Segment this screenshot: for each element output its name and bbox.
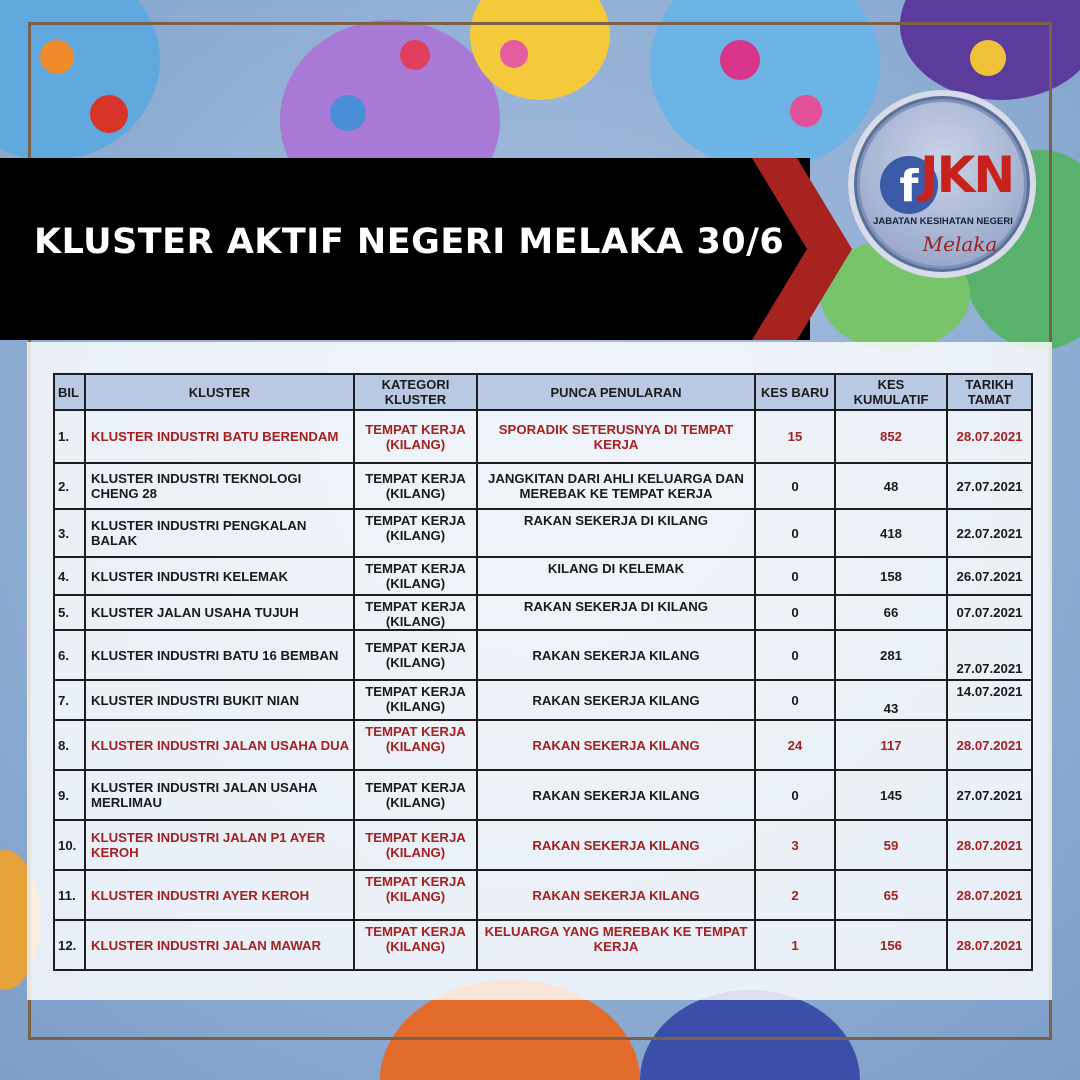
row-punca: RAKAN SEKERJA KILANG — [477, 770, 755, 820]
row-tarikh-tamat: 07.07.2021 — [947, 595, 1032, 630]
row-tarikh-tamat: 26.07.2021 — [947, 557, 1032, 595]
row-punca: KILANG DI KELEMAK — [477, 557, 755, 595]
row-punca: RAKAN SEKERJA KILANG — [477, 720, 755, 770]
table-row — [54, 463, 1032, 509]
table-row — [54, 509, 1032, 557]
row-tarikh-tamat: 28.07.2021 — [947, 870, 1032, 920]
row-kluster: KLUSTER JALAN USAHA TUJUH — [85, 595, 354, 630]
row-kes-kumulatif: 43 — [835, 680, 947, 720]
header-tarikh-tamat: TARIKH TAMAT — [947, 374, 1032, 410]
row-kes-baru: 0 — [755, 770, 835, 820]
row-punca: SPORADIK SETERUSNYA DI TEMPAT KERJA — [477, 410, 755, 463]
row-bil: 5. — [54, 595, 85, 630]
row-kategori: TEMPAT KERJA (KILANG) — [354, 720, 477, 770]
row-kluster: KLUSTER INDUSTRI BATU BERENDAM — [85, 410, 354, 463]
row-kes-kumulatif: 852 — [835, 410, 947, 463]
table-row — [54, 680, 1032, 720]
row-tarikh-tamat: 27.07.2021 — [947, 630, 1032, 680]
row-kluster: KLUSTER INDUSTRI BATU 16 BEMBAN — [85, 630, 354, 680]
table-row — [54, 720, 1032, 770]
table-row — [54, 630, 1032, 680]
row-kes-kumulatif: 117 — [835, 720, 947, 770]
row-kes-baru: 24 — [755, 720, 835, 770]
row-kategori: TEMPAT KERJA (KILANG) — [354, 630, 477, 680]
row-kategori: TEMPAT KERJA (KILANG) — [354, 509, 477, 557]
row-kategori: TEMPAT KERJA (KILANG) — [354, 557, 477, 595]
row-kes-kumulatif: 281 — [835, 630, 947, 680]
row-bil: 2. — [54, 463, 85, 509]
table-row — [54, 410, 1032, 463]
row-bil: 8. — [54, 720, 85, 770]
row-bil: 1. — [54, 410, 85, 463]
row-kluster: KLUSTER INDUSTRI JALAN P1 AYER KEROH — [85, 820, 354, 870]
row-punca: RAKAN SEKERJA KILANG — [477, 820, 755, 870]
row-kategori: TEMPAT KERJA (KILANG) — [354, 410, 477, 463]
logo-abbr: JKN — [920, 146, 1014, 204]
row-tarikh-tamat: 28.07.2021 — [947, 720, 1032, 770]
row-tarikh-tamat: 28.07.2021 — [947, 820, 1032, 870]
jkn-melaka-logo — [848, 90, 1036, 278]
header-kes-baru: KES BARU — [755, 374, 835, 410]
row-kes-baru: 0 — [755, 595, 835, 630]
row-bil: 7. — [54, 680, 85, 720]
row-kes-kumulatif: 65 — [835, 870, 947, 920]
row-bil: 9. — [54, 770, 85, 820]
table-row — [54, 557, 1032, 595]
row-kes-kumulatif: 48 — [835, 463, 947, 509]
row-bil: 4. — [54, 557, 85, 595]
row-punca: RAKAN SEKERJA KILANG — [477, 630, 755, 680]
row-punca: RAKAN SEKERJA DI KILANG — [477, 509, 755, 557]
table-row — [54, 820, 1032, 870]
row-kategori: TEMPAT KERJA (KILANG) — [354, 870, 477, 920]
row-kategori: TEMPAT KERJA (KILANG) — [354, 920, 477, 970]
row-tarikh-tamat: 27.07.2021 — [947, 770, 1032, 820]
row-kategori: TEMPAT KERJA (KILANG) — [354, 595, 477, 630]
page-title: KLUSTER AKTIF NEGERI MELAKA 30/6 — [34, 222, 785, 262]
row-kluster: KLUSTER INDUSTRI AYER KEROH — [85, 870, 354, 920]
logo-full-name: JABATAN KESIHATAN NEGERI — [873, 216, 1013, 227]
header-kategori: KATEGORI KLUSTER — [354, 374, 477, 410]
row-kluster: KLUSTER INDUSTRI TEKNOLOGI CHENG 28 — [85, 463, 354, 509]
row-kes-baru: 0 — [755, 630, 835, 680]
cluster-table — [53, 373, 1033, 971]
table-row — [54, 770, 1032, 820]
row-kes-baru: 0 — [755, 509, 835, 557]
row-bil: 12. — [54, 920, 85, 970]
row-kluster: KLUSTER INDUSTRI JALAN USAHA DUA — [85, 720, 354, 770]
row-bil: 6. — [54, 630, 85, 680]
row-kes-baru: 0 — [755, 557, 835, 595]
row-kes-baru: 0 — [755, 463, 835, 509]
row-kes-kumulatif: 158 — [835, 557, 947, 595]
row-kluster: KLUSTER INDUSTRI KELEMAK — [85, 557, 354, 595]
row-bil: 11. — [54, 870, 85, 920]
row-punca: KELUARGA YANG MEREBAK KE TEMPAT KERJA — [477, 920, 755, 970]
row-kes-baru: 0 — [755, 680, 835, 720]
row-tarikh-tamat: 28.07.2021 — [947, 920, 1032, 970]
row-kluster: KLUSTER INDUSTRI JALAN MAWAR — [85, 920, 354, 970]
row-tarikh-tamat: 22.07.2021 — [947, 509, 1032, 557]
row-punca: RAKAN SEKERJA KILANG — [477, 680, 755, 720]
row-kes-kumulatif: 418 — [835, 509, 947, 557]
header-bil: BIL — [54, 374, 85, 410]
facebook-icon: f — [880, 156, 938, 214]
row-bil: 10. — [54, 820, 85, 870]
row-tarikh-tamat: 28.07.2021 — [947, 410, 1032, 463]
table-row — [54, 870, 1032, 920]
header-kluster: KLUSTER — [85, 374, 354, 410]
row-bil: 3. — [54, 509, 85, 557]
row-punca: RAKAN SEKERJA DI KILANG — [477, 595, 755, 630]
logo-state: Melaka — [922, 232, 998, 256]
row-kes-baru: 15 — [755, 410, 835, 463]
row-kes-baru: 1 — [755, 920, 835, 970]
row-kluster: KLUSTER INDUSTRI JALAN USAHA MERLIMAU — [85, 770, 354, 820]
row-kategori: TEMPAT KERJA (KILANG) — [354, 770, 477, 820]
header-punca: PUNCA PENULARAN — [477, 374, 755, 410]
logo-inner-circle — [860, 102, 1024, 266]
row-kategori: TEMPAT KERJA (KILANG) — [354, 680, 477, 720]
table-header-row — [54, 374, 1032, 410]
header-kes-kumulatif: KES KUMULATIF — [835, 374, 947, 410]
row-tarikh-tamat: 14.07.2021 — [947, 680, 1032, 720]
row-kes-kumulatif: 156 — [835, 920, 947, 970]
row-kluster: KLUSTER INDUSTRI BUKIT NIAN — [85, 680, 354, 720]
table-row — [54, 920, 1032, 970]
row-kes-kumulatif: 66 — [835, 595, 947, 630]
row-punca: JANGKITAN DARI AHLI KELUARGA DAN MEREBAK KE TEMPAT KERJA — [477, 463, 755, 509]
row-punca: RAKAN SEKERJA KILANG — [477, 870, 755, 920]
row-kategori: TEMPAT KERJA (KILANG) — [354, 463, 477, 509]
row-kes-kumulatif: 59 — [835, 820, 947, 870]
row-kategori: TEMPAT KERJA (KILANG) — [354, 820, 477, 870]
row-kluster: KLUSTER INDUSTRI PENGKALAN BALAK — [85, 509, 354, 557]
row-kes-kumulatif: 145 — [835, 770, 947, 820]
row-kes-baru: 3 — [755, 820, 835, 870]
table-row — [54, 595, 1032, 630]
row-kes-baru: 2 — [755, 870, 835, 920]
row-tarikh-tamat: 27.07.2021 — [947, 463, 1032, 509]
